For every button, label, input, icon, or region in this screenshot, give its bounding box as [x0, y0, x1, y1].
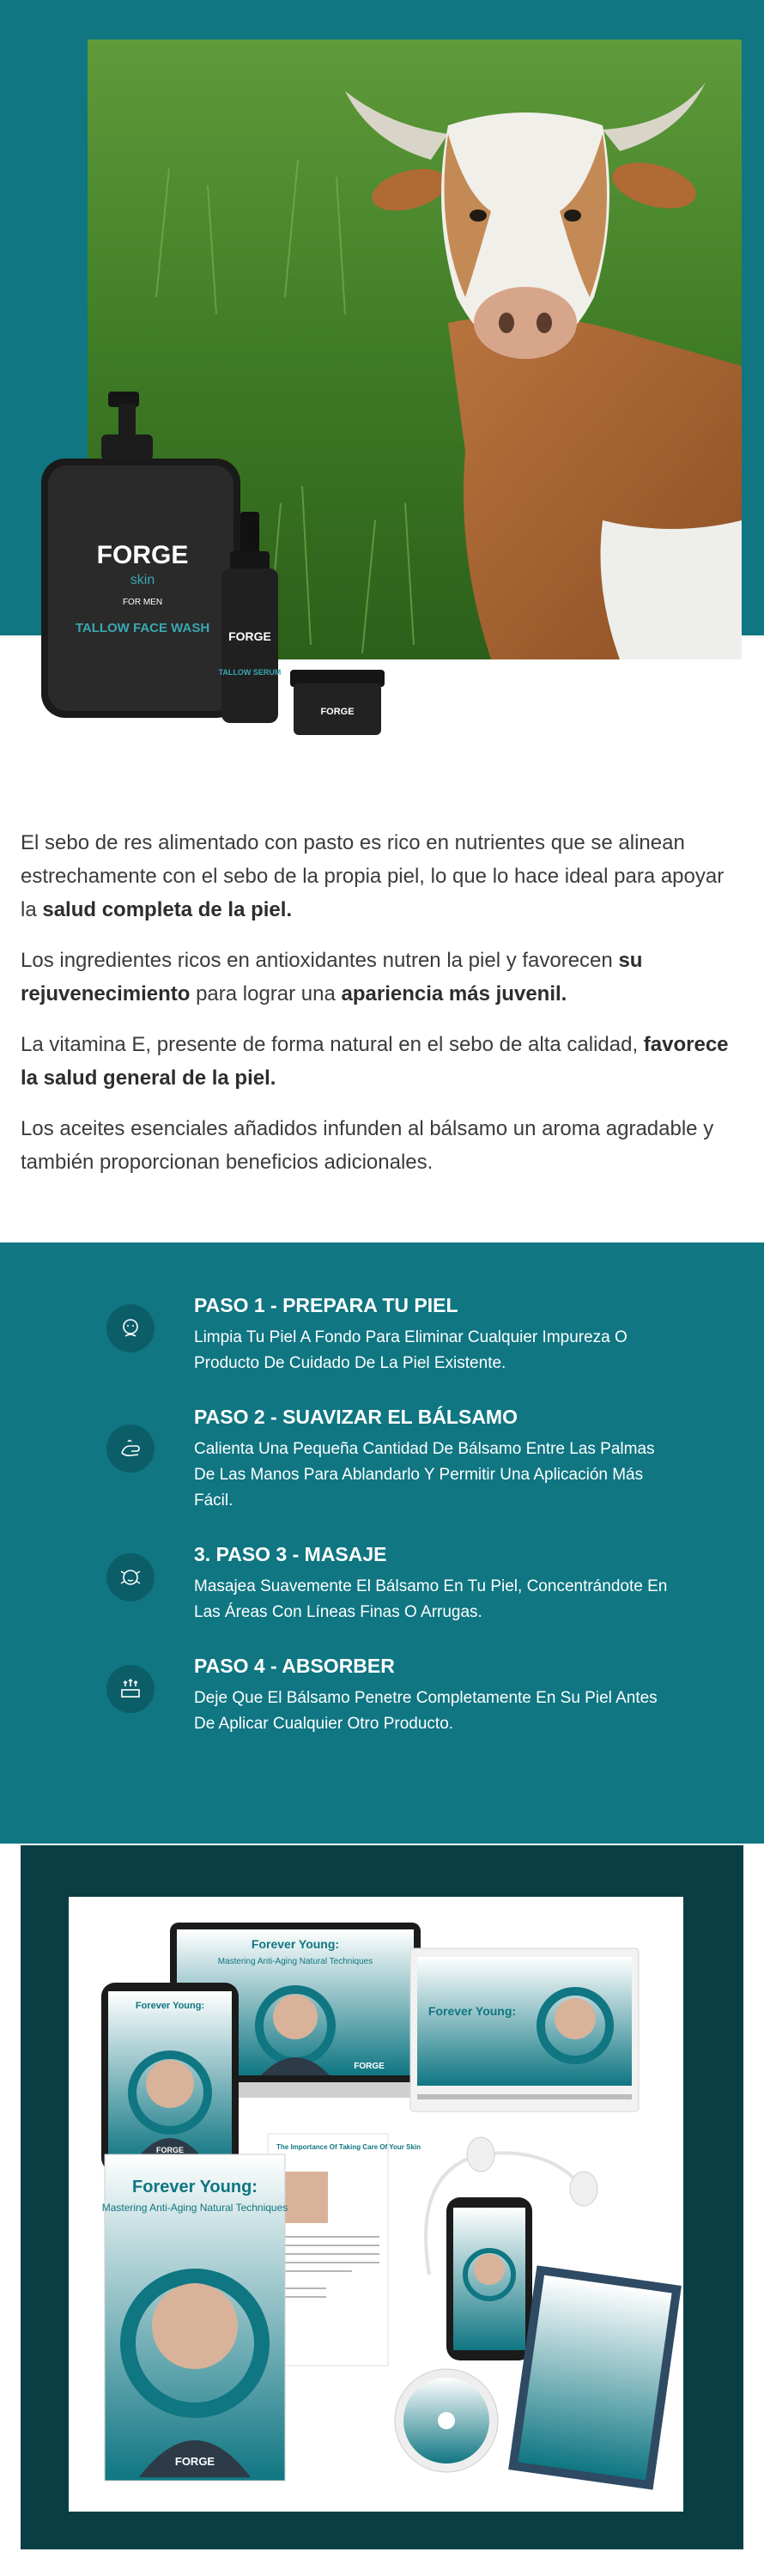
jar-brand: FORGE: [320, 707, 355, 717]
wash-label: TALLOW FACE WASH: [75, 621, 210, 635]
tablet-title: Forever Young:: [135, 2001, 205, 2011]
step-4-title: PASO 4 - ABSORBER: [194, 1655, 395, 1677]
step-2-title: PASO 2 - SUAVIZAR EL BÁLSAMO: [194, 1406, 518, 1428]
product-bottles: [41, 392, 402, 769]
book-title: Forever Young:: [132, 2178, 258, 2196]
step-4-desc: Deje Que El Bálsamo Penetre Completamente En Su Piel Antes De Aplicar Cualquier Otro Producto.: [194, 1689, 658, 1733]
wash-sub: skin: [130, 573, 155, 587]
laptop-title: Forever Young:: [251, 1937, 340, 1951]
laptop-subtitle: Mastering Anti-Aging Natural Techniques: [217, 1957, 373, 1966]
hands-icon: [106, 1425, 155, 1473]
wash-for: FOR MEN: [122, 598, 163, 607]
book-brand: FORGE: [174, 2455, 215, 2468]
tablet-brand: FORGE: [155, 2146, 185, 2154]
book-subtitle: Mastering Anti-Aging Natural Techniques: [101, 2202, 288, 2214]
step-1-desc: Limpia Tu Piel A Fondo Para Eliminar Cualquier Impureza O Producto De Cuidado De La Piel Existente.: [194, 1328, 628, 1372]
leaflet-title: The Importance Of Taking Care Of Your Skin: [276, 2143, 421, 2151]
step-3-desc: Masajea Suavemente El Bálsamo En Tu Piel, Concentrándote En Las Áreas Con Líneas Finas O Arrugas.: [194, 1577, 668, 1621]
video-title: Forever Young:: [427, 2004, 517, 2018]
step-2-desc: Calienta Una Pequeña Cantidad De Bálsamo Entre Las Palmas De Las Manos Para Ablandarlo Y Permitir Una Aplicación Más Fácil.: [194, 1440, 655, 1510]
step-1-title: PASO 1 - PREPARA TU PIEL: [194, 1294, 458, 1316]
face-massage-icon: [106, 1553, 155, 1601]
step-3-title: 3. PASO 3 - MASAJE: [194, 1543, 387, 1565]
absorb-icon: [106, 1665, 155, 1713]
benefits-copy: [21, 826, 743, 1196]
face-wash-icon: [106, 1304, 155, 1352]
serum-label: TALLOW SERUM: [218, 668, 282, 677]
benefit-paragraph-1: El sebo de res alimentado con pasto es rico en nutrientes que se alinean estrechamente con el sebo de la propia piel, lo que lo hace ideal para apoyar la salud completa de la piel.: [21, 831, 725, 921]
benefit-paragraph-4: Los aceites esenciales añadidos infunden al bálsamo un aroma agradable y también proporcionan beneficios adicionales.: [21, 1117, 714, 1174]
wash-brand: FORGE: [96, 541, 189, 569]
laptop-brand: FORGE: [354, 2062, 385, 2071]
bundle-image: [21, 1845, 743, 2549]
bundle-card: [69, 1897, 683, 2512]
benefit-paragraph-3: La vitamina E, presente de forma natural en el sebo de alta calidad, favorece la salud general de la piel.: [21, 1033, 729, 1090]
steps-section: [0, 1242, 764, 1844]
serum-brand: FORGE: [228, 629, 271, 643]
benefit-paragraph-2: Los ingredientes ricos en antioxidantes nutren la piel y favorecen su rejuvenecimiento para lograr una apariencia más juvenil.: [21, 949, 643, 1005]
